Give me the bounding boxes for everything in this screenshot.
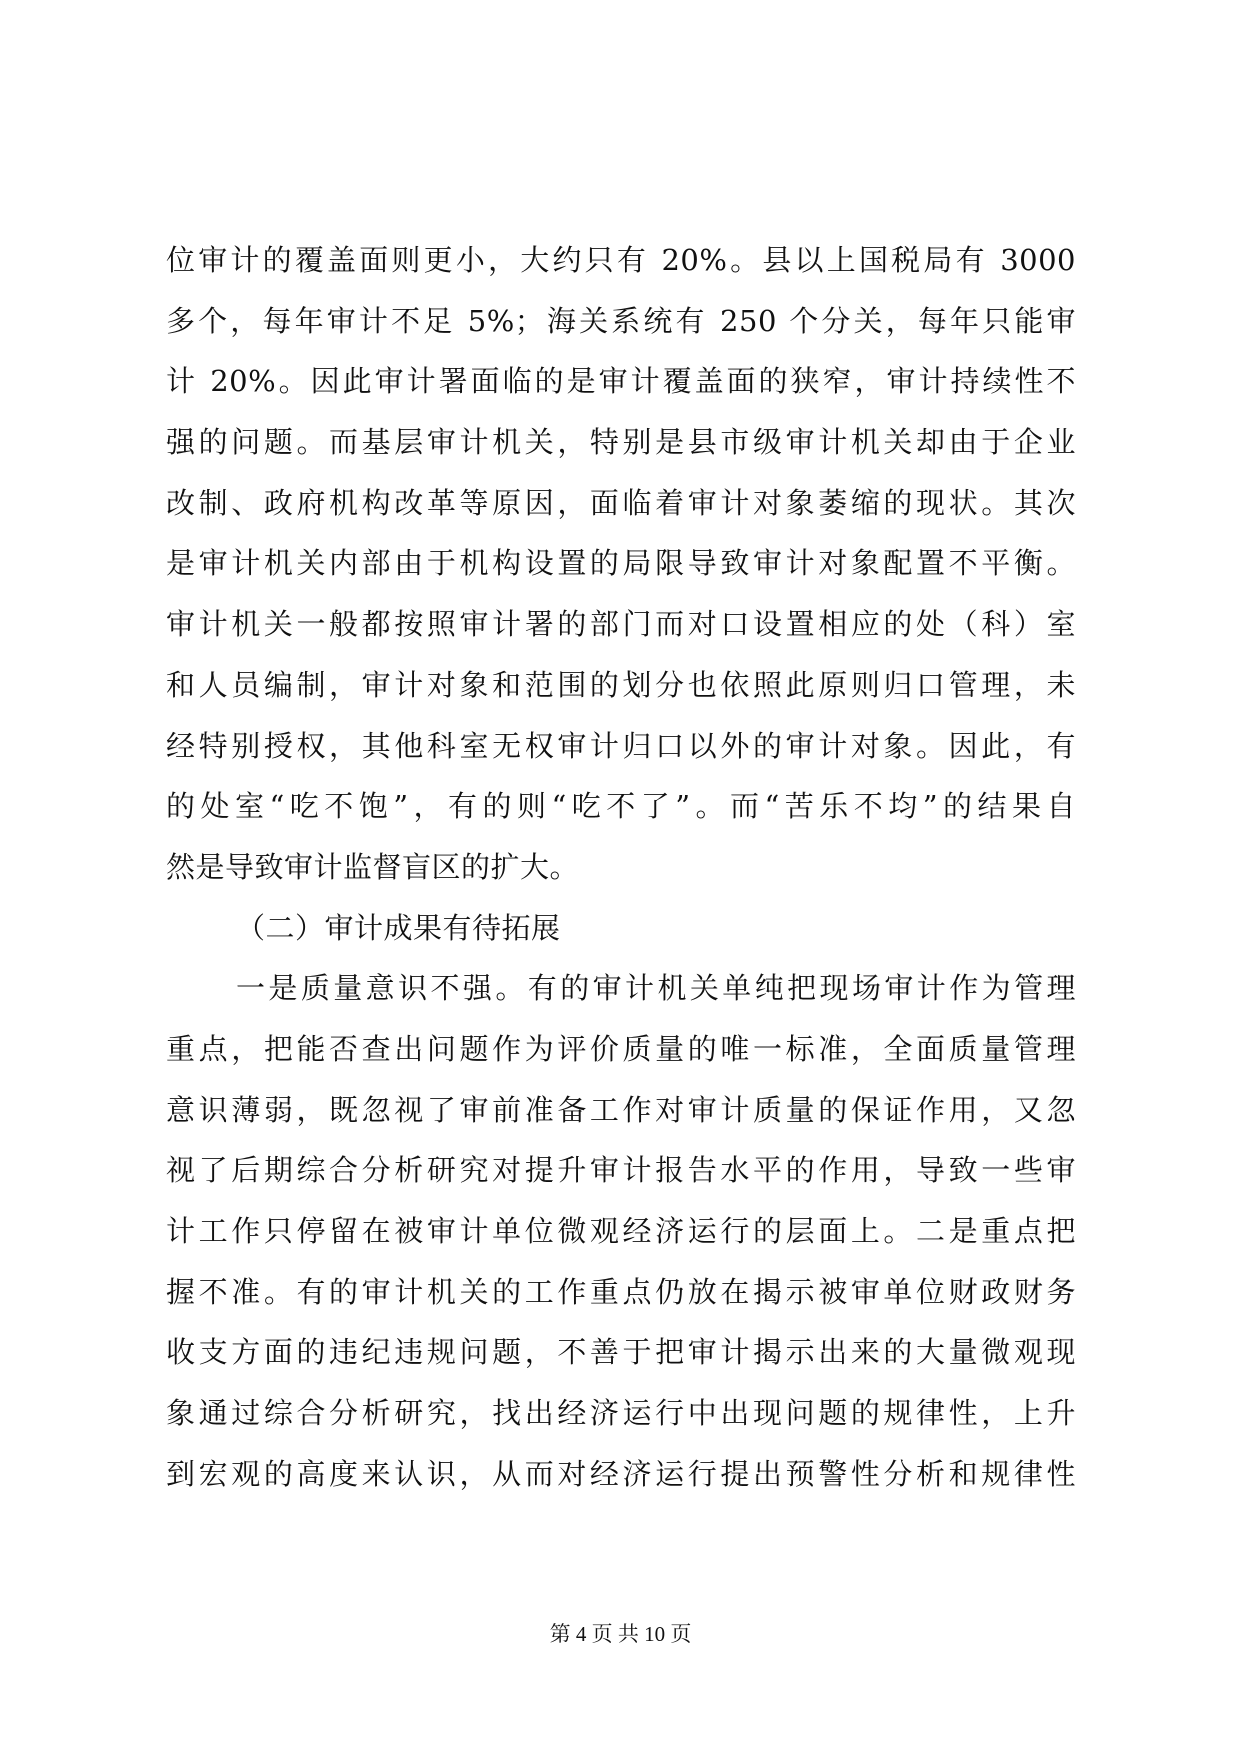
text-line: 多个，每年审计不足 5%；海关系统有 250 个分关，每年只能审: [166, 303, 1076, 338]
body-text: [166, 230, 1076, 1504]
text-line: 计工作只停留在被审计单位微观经济运行的层面上。二是重点把: [166, 1214, 1076, 1248]
text-line: 收支方面的违纪违规问题，不善于把审计揭示出来的大量微观现: [166, 1335, 1076, 1370]
text-line: 和人员编制，审计对象和范围的划分也依照此原则归口管理，未: [166, 667, 1076, 702]
text-line: 改制、政府机构改革等原因，面临着审计对象萎缩的现状。其次: [166, 485, 1076, 520]
text-line: 象通过综合分析研究，找出经济运行中出现问题的规律性，上升: [166, 1396, 1076, 1431]
text-line: 的处室“吃不饱”，有的则“吃不了”。而“苦乐不均”的结果自: [166, 789, 1076, 824]
text-line: 到宏观的高度来认识，从而对经济运行提出预警性分析和规律性: [166, 1456, 1076, 1491]
text-line: 握不准。有的审计机关的工作重点仍放在揭示被审单位财政财务: [166, 1274, 1076, 1309]
text-line: 一是质量意识不强。有的审计机关单纯把现场审计作为管理: [236, 971, 1076, 1006]
text-line: 视了后期综合分析研究对提升审计报告水平的作用，导致一些审: [166, 1153, 1076, 1188]
section-heading: （二）审计成果有待拓展: [236, 910, 561, 945]
text-line: 然是导致审计监督盲区的扩大。: [166, 849, 580, 884]
text-line: 计 20%。因此审计署面临的是审计覆盖面的狭窄，审计持续性不: [166, 364, 1076, 399]
text-line: 重点，把能否查出问题作为评价质量的唯一标准，全面质量管理: [166, 1031, 1076, 1066]
page-number: 第 4 页 共 10 页: [549, 1622, 692, 1646]
text-line: 经特别授权，其他科室无权审计归口以外的审计对象。因此，有: [166, 728, 1076, 763]
text-line: 位审计的覆盖面则更小，大约只有 20%。县以上国税局有 3000: [166, 243, 1076, 277]
text-line: 意识薄弱，既忽视了审前准备工作对审计质量的保证作用，又忽: [166, 1092, 1076, 1127]
text-line: 审计机关一般都按照审计署的部门而对口设置相应的处（科）室: [166, 607, 1076, 642]
text-line: 强的问题。而基层审计机关，特别是县市级审计机关却由于企业: [166, 425, 1076, 460]
text-line: 是审计机关内部由于机构设置的局限导致审计对象配置不平衡。: [166, 546, 1076, 581]
